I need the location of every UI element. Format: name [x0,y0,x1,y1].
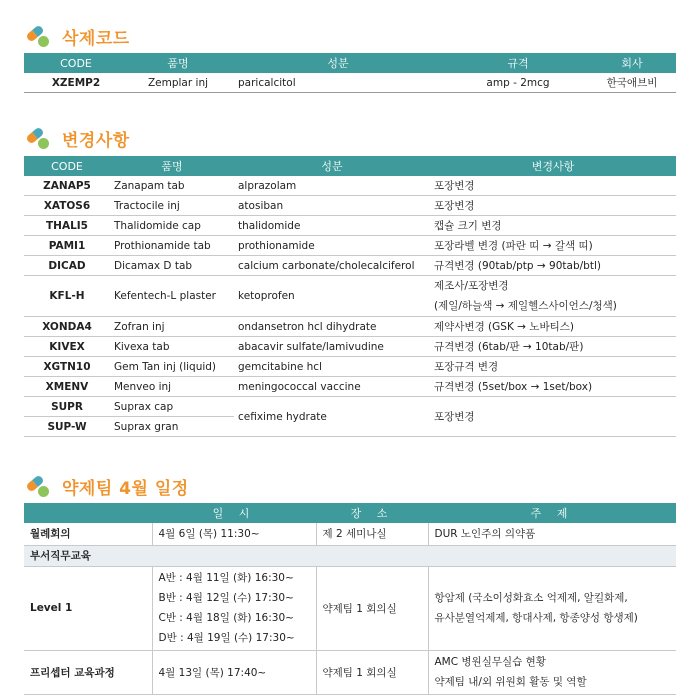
col-name: 품명 [110,156,234,176]
col-spec: 규격 [448,53,588,73]
pill-icon [24,472,58,500]
table-row: KFL-H Kefentech-L plaster ketoprofen 제조사/포장변경 (제일/하늘색 → 제일헬스사이언스/청색) [24,276,676,317]
col-change: 변경사항 [430,156,676,176]
col-name: 품명 [128,53,228,73]
table-row: PAMI1 Prothionamide tab prothionamide 포장라벨 변경 (파란 띠 → 갈색 띠) [24,236,676,256]
col-company: 회사 [588,53,676,73]
table-row: SUP-W Suprax gran [24,417,676,437]
col-code: CODE [24,156,110,176]
col-empty [24,503,152,523]
pill-icon [24,124,58,152]
table-row: 부서직무교육 [24,545,676,566]
table-row: THALI5 Thalidomide cap thalidomide 캡슐 크기 변경 [24,216,676,236]
col-datetime: 일 시 [152,503,316,523]
change-table [24,156,676,437]
table-row: ZANAP5 Zanapam tab alprazolam 포장변경 [24,176,676,196]
table-row: XZEMP2 Zemplar inj paricalcitol amp - 2mcg 한국애브비 [24,73,676,93]
section-change-title: 변경사항 [24,124,130,152]
schedule-table [24,503,676,695]
table-row: 프리셉터 교육과정 4월 13일 (목) 17:40~ 약제팀 1 회의실 AMC 병원실무실습 현황 약제팀 내/외 위원회 활동 및 역할 [24,650,676,694]
col-code: CODE [24,53,128,73]
col-place: 장 소 [316,503,428,523]
table-row: XATOS6 Tractocile inj atosiban 포장변경 [24,196,676,216]
section-delete-title: 삭제코드 [24,22,130,50]
col-ingredient: 성분 [234,156,430,176]
table-row: DICAD Dicamax D tab calcium carbonate/cholecalciferol 규격변경 (90tab/ptp → 90tab/btl) [24,256,676,276]
table-row: 월례회의 4월 6일 (목) 11:30~ 제 2 세미나실 DUR 노인주의 의약품 [24,523,676,545]
table-row: XGTN10 Gem Tan inj (liquid) gemcitabine hcl 포장규격 변경 [24,357,676,377]
col-ingredient: 성분 [228,53,448,73]
table-row: XONDA4 Zofran inj ondansetron hcl dihydrate 제약사변경 (GSK → 노바티스) [24,317,676,337]
table-row: KIVEX Kivexa tab abacavir sulfate/lamivudine 규격변경 (6tab/판 → 10tab/판) [24,337,676,357]
table-row: Level 1 A반 : 4월 11일 (화) 16:30~ B반 : 4월 12일 (수) 17:30~ C반 : 4월 18일 (화) 16:30~ D반 : 4월 19일 (수) 17:30~ 약제팀 1 회의실 항암제 (국소이성화효소 억제제, 알킬화제, 유사분열억제제, 항대사제, 항종양성 항생제) [24,566,676,650]
section-schedule-title: 약제팀 4월 일정 [24,472,189,500]
table-row: XMENV Menveo inj meningococcal vaccine 규격변경 (5set/box → 1set/box) [24,377,676,397]
delete-code-table [24,53,676,93]
table-row: SUPR Suprax cap cefixime hydrate 포장변경 [24,397,676,417]
pill-icon [24,22,58,50]
col-topic: 주 제 [428,503,676,523]
